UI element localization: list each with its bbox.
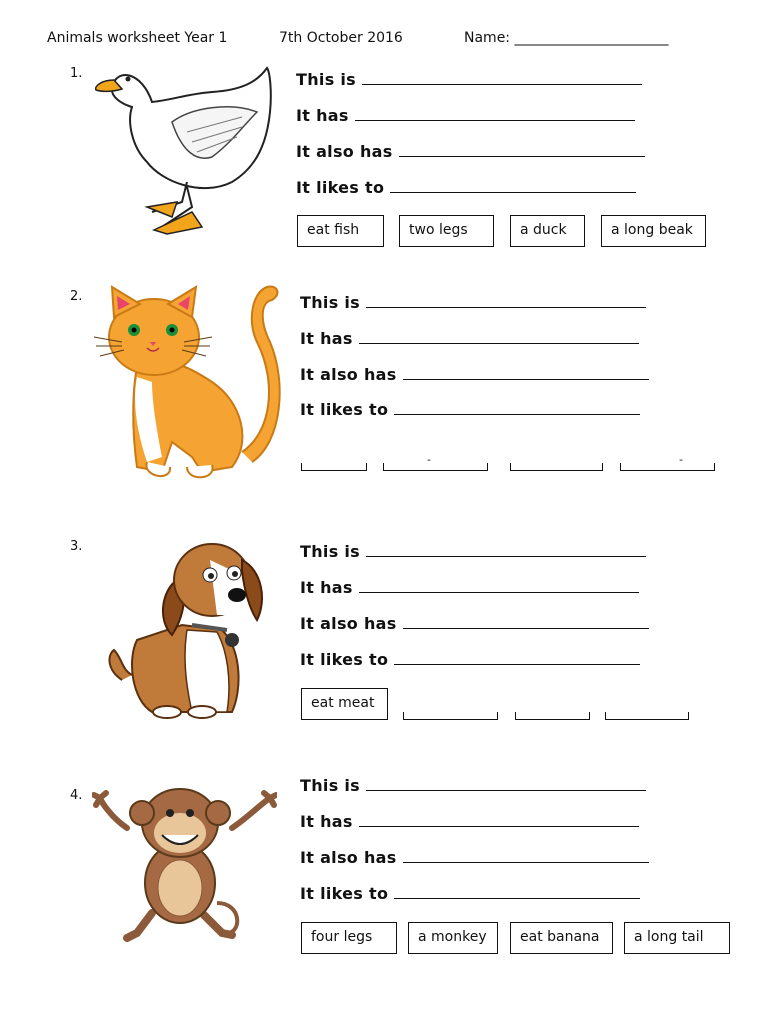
question-number: 1. (70, 66, 83, 81)
word-box[interactable] (515, 712, 590, 720)
prompt-it-likes-to: It likes to (296, 178, 636, 197)
word-box[interactable]: - (620, 463, 715, 471)
duck-illustration (92, 62, 277, 240)
prompt-it-also-has: It also has (300, 614, 649, 633)
prompt-it-likes-to: It likes to (300, 884, 640, 903)
name-field[interactable]: Name: ______________________ (464, 30, 669, 46)
question-number: 4. (70, 788, 83, 803)
dog-illustration (92, 540, 267, 720)
word-box[interactable]: two legs (399, 215, 494, 247)
question-number: 2. (70, 289, 83, 304)
worksheet-date: 7th October 2016 (279, 30, 403, 46)
word-box[interactable]: eat meat (301, 688, 388, 720)
prompt-it-has: It has (300, 329, 639, 348)
prompt-it-has: It has (296, 106, 635, 125)
monkey-illustration (92, 783, 277, 948)
word-box[interactable]: a monkey (408, 922, 498, 954)
question-number: 3. (70, 539, 83, 554)
word-box[interactable]: a duck (510, 215, 585, 247)
prompt-it-also-has: It also has (300, 848, 649, 867)
prompt-it-also-has: It also has (300, 365, 649, 384)
prompt-it-has: It has (300, 578, 639, 597)
word-box[interactable]: four legs (301, 922, 397, 954)
word-box[interactable]: a long tail (624, 922, 730, 954)
prompt-this-is: This is (296, 70, 642, 89)
word-box[interactable]: eat fish (297, 215, 384, 247)
prompt-it-also-has: It also has (296, 142, 645, 161)
cat-illustration (92, 282, 282, 487)
prompt-it-has: It has (300, 812, 639, 831)
worksheet-title: Animals worksheet Year 1 (47, 30, 228, 46)
word-box[interactable]: - (383, 463, 488, 471)
word-box[interactable]: a long beak (601, 215, 706, 247)
word-box[interactable]: eat banana (510, 922, 613, 954)
word-box[interactable] (605, 712, 689, 720)
word-box[interactable] (301, 463, 367, 471)
prompt-it-likes-to: It likes to (300, 650, 640, 669)
prompt-this-is: This is (300, 542, 646, 561)
prompt-it-likes-to: It likes to (300, 400, 640, 419)
word-box[interactable] (510, 463, 603, 471)
prompt-this-is: This is (300, 293, 646, 312)
prompt-this-is: This is (300, 776, 646, 795)
word-box[interactable] (403, 712, 498, 720)
